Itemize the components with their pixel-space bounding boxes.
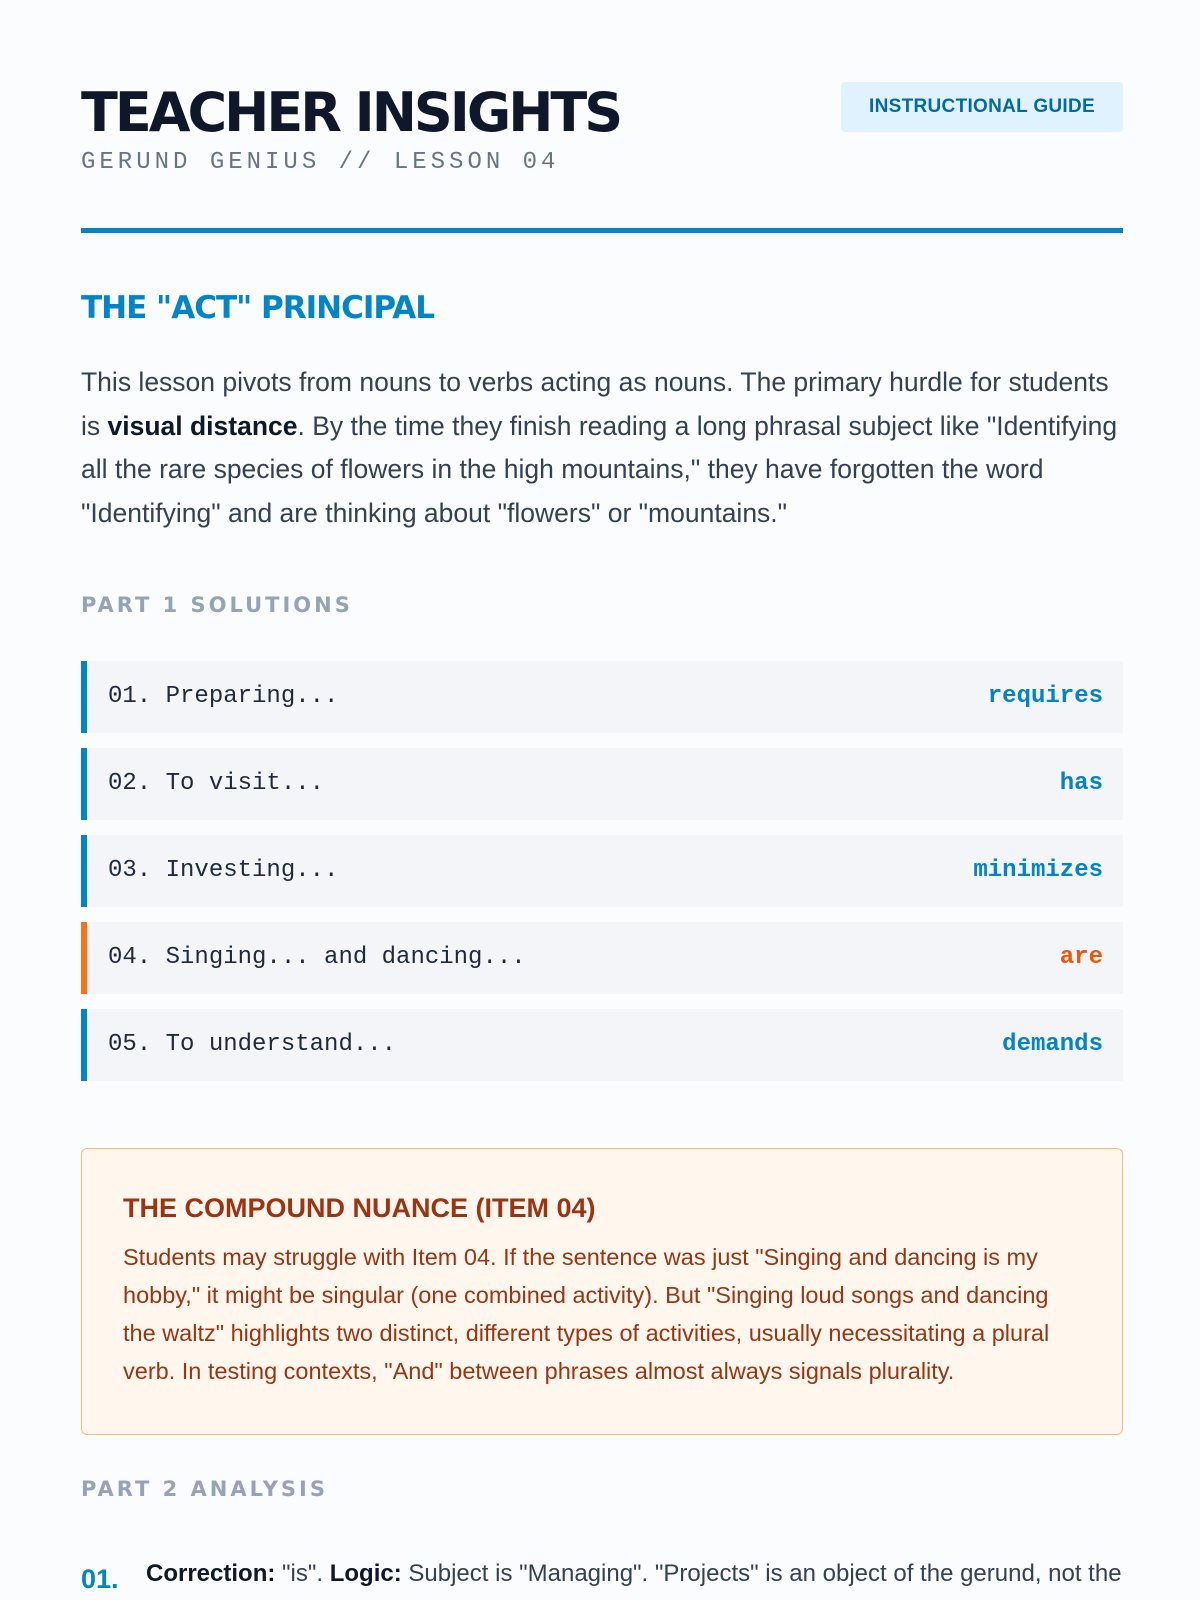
solutions-list (81, 661, 1123, 1096)
solution-subject: 05. To understand... (108, 1031, 397, 1058)
part2-label: PART 2 ANALYSIS (81, 1477, 328, 1501)
logic-label: Logic: (329, 1560, 402, 1587)
intro-emphasis: visual distance (107, 410, 298, 441)
correction-label: Correction: (146, 1560, 276, 1587)
solution-subject: 02. To visit... (108, 770, 325, 797)
solution-answer: has (1059, 770, 1103, 797)
intro-text: This lesson pivots from nouns to verbs acting as nouns. The primary hurdle for students is (81, 367, 1109, 441)
principle-intro (81, 361, 1126, 535)
instructional-guide-badge: INSTRUCTIONAL GUIDE (841, 82, 1123, 132)
correction-value: "is". (275, 1560, 330, 1587)
solution-answer: demands (1002, 1031, 1103, 1058)
compound-nuance-callout (81, 1148, 1123, 1435)
solution-answer: requires (987, 683, 1103, 710)
solution-answer: minimizes (973, 857, 1103, 884)
solution-subject: 04. Singing... and dancing... (108, 944, 526, 971)
page-header (81, 78, 1123, 176)
analysis-number: 01. (81, 1564, 119, 1594)
analysis-text (146, 1560, 1156, 1588)
solution-answer: are (1059, 944, 1103, 971)
page-title: TEACHER INSIGHTS (81, 81, 621, 144)
solution-row (81, 661, 1123, 733)
header-divider (81, 228, 1123, 233)
solution-row (81, 835, 1123, 907)
solution-row (81, 748, 1123, 820)
solution-subject: 03. Investing... (108, 857, 339, 884)
part1-label: PART 1 SOLUTIONS (81, 593, 353, 617)
intro-text-continued: . By the time they finish reading a long phrasal subject like "Identifying all the rare species of flowers in the high mountains," they have forgotten the word "Identifying" and are thinking about "flowers" or "mountains." (81, 410, 1118, 528)
solution-row-highlighted (81, 922, 1123, 994)
solution-subject: 01. Preparing... (108, 683, 339, 710)
solution-row (81, 1009, 1123, 1081)
callout-title: THE COMPOUND NUANCE (ITEM 04) (123, 1193, 596, 1223)
principle-title: THE "ACT" PRINCIPAL (81, 290, 435, 326)
page-subtitle: GERUND GENIUS // LESSON 04 (81, 149, 560, 176)
logic-value: Subject is "Managing". "Projects" is an object of the gerund, not the (401, 1560, 1122, 1587)
callout-body: Students may struggle with Item 04. If the sentence was just "Singing and dancing is my hobby," it might be singular (one combined activity). But "Singing loud songs and dancing the waltz" highlights two distinct, different types of activities, usually necessitating a plural verb. In testing contexts, "And" between phrases almost always signals plurality. (123, 1244, 1050, 1384)
